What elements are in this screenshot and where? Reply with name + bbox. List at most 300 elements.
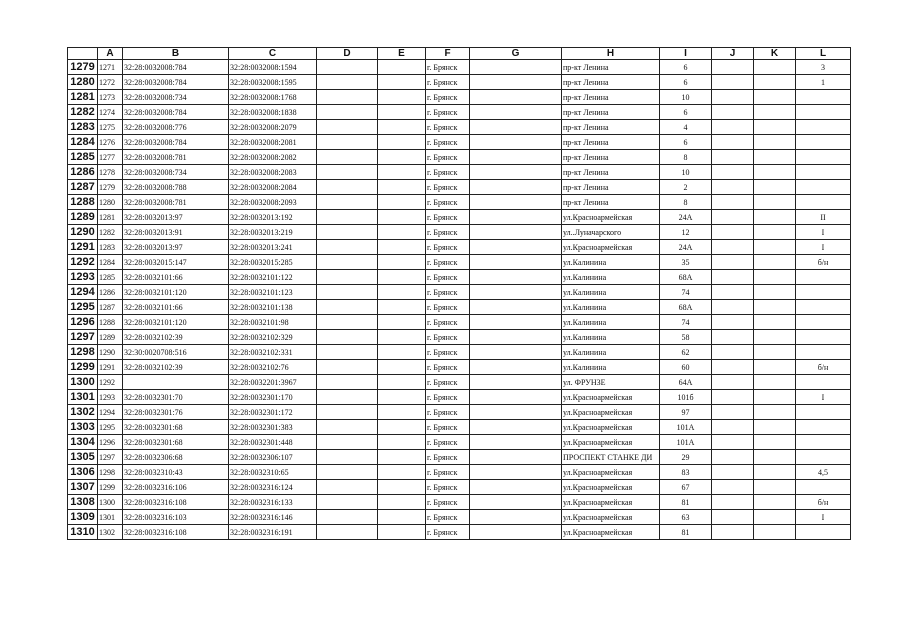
- cell-i[interactable]: 2: [660, 180, 712, 195]
- cell-e[interactable]: [378, 60, 426, 75]
- cell-b[interactable]: 32:28:0032013:91: [123, 225, 229, 240]
- cell-f[interactable]: г. Брянск: [426, 150, 470, 165]
- cell-a[interactable]: 1289: [98, 330, 123, 345]
- cell-k[interactable]: [754, 105, 796, 120]
- cell-a[interactable]: 1274: [98, 105, 123, 120]
- cell-j[interactable]: [712, 300, 754, 315]
- cell-i[interactable]: 58: [660, 330, 712, 345]
- cell-d[interactable]: [317, 60, 378, 75]
- cell-b[interactable]: 32:28:0032102:39: [123, 330, 229, 345]
- cell-j[interactable]: [712, 120, 754, 135]
- cell-e[interactable]: [378, 210, 426, 225]
- cell-d[interactable]: [317, 105, 378, 120]
- cell-f[interactable]: г. Брянск: [426, 300, 470, 315]
- cell-c[interactable]: 32:28:0032101:138: [229, 300, 317, 315]
- row-number[interactable]: 1283: [68, 120, 98, 135]
- cell-b[interactable]: 32:28:0032015:147: [123, 255, 229, 270]
- cell-i[interactable]: 24А: [660, 210, 712, 225]
- cell-d[interactable]: [317, 165, 378, 180]
- row-number[interactable]: 1292: [68, 255, 98, 270]
- cell-a[interactable]: 1295: [98, 420, 123, 435]
- column-header-g[interactable]: G: [470, 48, 562, 60]
- cell-j[interactable]: [712, 330, 754, 345]
- cell-j[interactable]: [712, 75, 754, 90]
- cell-a[interactable]: 1286: [98, 285, 123, 300]
- cell-g[interactable]: [470, 495, 562, 510]
- cell-d[interactable]: [317, 480, 378, 495]
- cell-g[interactable]: [470, 525, 562, 540]
- cell-j[interactable]: [712, 195, 754, 210]
- cell-h[interactable]: ул.Красноармейская: [562, 525, 660, 540]
- cell-j[interactable]: [712, 285, 754, 300]
- cell-e[interactable]: [378, 135, 426, 150]
- cell-d[interactable]: [317, 465, 378, 480]
- cell-k[interactable]: [754, 150, 796, 165]
- cell-j[interactable]: [712, 495, 754, 510]
- cell-h[interactable]: пр-кт Ленина: [562, 60, 660, 75]
- cell-i[interactable]: 74: [660, 315, 712, 330]
- cell-l[interactable]: [796, 285, 851, 300]
- cell-d[interactable]: [317, 285, 378, 300]
- cell-i[interactable]: 81: [660, 495, 712, 510]
- cell-a[interactable]: 1279: [98, 180, 123, 195]
- cell-h[interactable]: пр-кт Ленина: [562, 165, 660, 180]
- cell-e[interactable]: [378, 315, 426, 330]
- cell-g[interactable]: [470, 270, 562, 285]
- cell-k[interactable]: [754, 330, 796, 345]
- cell-b[interactable]: 32:28:0032008:784: [123, 135, 229, 150]
- row-number[interactable]: 1297: [68, 330, 98, 345]
- cell-i[interactable]: 6: [660, 105, 712, 120]
- cell-b[interactable]: 32:28:0032008:734: [123, 165, 229, 180]
- cell-l[interactable]: [796, 420, 851, 435]
- cell-c[interactable]: 32:28:0032102:329: [229, 330, 317, 345]
- cell-j[interactable]: [712, 135, 754, 150]
- cell-j[interactable]: [712, 420, 754, 435]
- cell-b[interactable]: 32:28:0032101:66: [123, 300, 229, 315]
- cell-j[interactable]: [712, 405, 754, 420]
- cell-l[interactable]: [796, 90, 851, 105]
- cell-f[interactable]: г. Брянск: [426, 180, 470, 195]
- cell-i[interactable]: 63: [660, 510, 712, 525]
- cell-f[interactable]: г. Брянск: [426, 435, 470, 450]
- cell-a[interactable]: 1300: [98, 495, 123, 510]
- cell-h[interactable]: пр-кт Ленина: [562, 90, 660, 105]
- cell-b[interactable]: 32:28:0032101:120: [123, 315, 229, 330]
- cell-c[interactable]: 32:28:0032008:2079: [229, 120, 317, 135]
- cell-k[interactable]: [754, 435, 796, 450]
- cell-b[interactable]: 32:28:0032013:97: [123, 240, 229, 255]
- cell-g[interactable]: [470, 465, 562, 480]
- cell-h[interactable]: ул.Красноармейская: [562, 390, 660, 405]
- cell-f[interactable]: г. Брянск: [426, 510, 470, 525]
- cell-j[interactable]: [712, 510, 754, 525]
- cell-c[interactable]: 32:28:0032008:1594: [229, 60, 317, 75]
- cell-h[interactable]: ул.Красноармейская: [562, 510, 660, 525]
- row-number[interactable]: 1279: [68, 60, 98, 75]
- cell-g[interactable]: [470, 60, 562, 75]
- cell-l[interactable]: [796, 480, 851, 495]
- cell-l[interactable]: [796, 195, 851, 210]
- cell-j[interactable]: [712, 375, 754, 390]
- cell-k[interactable]: [754, 225, 796, 240]
- cell-i[interactable]: 62: [660, 345, 712, 360]
- cell-a[interactable]: 1290: [98, 345, 123, 360]
- cell-h[interactable]: ул.Красноармейская: [562, 240, 660, 255]
- cell-d[interactable]: [317, 495, 378, 510]
- cell-l[interactable]: [796, 405, 851, 420]
- cell-k[interactable]: [754, 90, 796, 105]
- cell-h[interactable]: пр-кт Ленина: [562, 150, 660, 165]
- cell-a[interactable]: 1276: [98, 135, 123, 150]
- cell-b[interactable]: 32:28:0032301:68: [123, 435, 229, 450]
- cell-k[interactable]: [754, 255, 796, 270]
- cell-d[interactable]: [317, 315, 378, 330]
- cell-c[interactable]: 32:28:0032316:191: [229, 525, 317, 540]
- cell-c[interactable]: 32:28:0032310:65: [229, 465, 317, 480]
- cell-k[interactable]: [754, 210, 796, 225]
- cell-l[interactable]: [796, 270, 851, 285]
- column-header-a[interactable]: A: [98, 48, 123, 60]
- cell-h[interactable]: пр-кт Ленина: [562, 135, 660, 150]
- cell-d[interactable]: [317, 420, 378, 435]
- cell-l[interactable]: 3: [796, 60, 851, 75]
- cell-e[interactable]: [378, 270, 426, 285]
- column-header-l[interactable]: L: [796, 48, 851, 60]
- cell-e[interactable]: [378, 405, 426, 420]
- cell-h[interactable]: ул.Красноармейская: [562, 495, 660, 510]
- cell-h[interactable]: пр-кт Ленина: [562, 180, 660, 195]
- cell-b[interactable]: [123, 375, 229, 390]
- row-number[interactable]: 1281: [68, 90, 98, 105]
- cell-k[interactable]: [754, 300, 796, 315]
- cell-c[interactable]: 32:28:0032008:2082: [229, 150, 317, 165]
- cell-l[interactable]: I: [796, 225, 851, 240]
- cell-f[interactable]: г. Брянск: [426, 390, 470, 405]
- cell-f[interactable]: г. Брянск: [426, 225, 470, 240]
- cell-a[interactable]: 1294: [98, 405, 123, 420]
- cell-d[interactable]: [317, 75, 378, 90]
- cell-g[interactable]: [470, 135, 562, 150]
- cell-b[interactable]: 32:30:0020708:516: [123, 345, 229, 360]
- cell-j[interactable]: [712, 390, 754, 405]
- cell-l[interactable]: [796, 105, 851, 120]
- cell-a[interactable]: 1275: [98, 120, 123, 135]
- column-header-j[interactable]: J: [712, 48, 754, 60]
- cell-b[interactable]: 32:28:0032008:734: [123, 90, 229, 105]
- cell-g[interactable]: [470, 450, 562, 465]
- cell-j[interactable]: [712, 435, 754, 450]
- cell-f[interactable]: г. Брянск: [426, 420, 470, 435]
- cell-b[interactable]: 32:28:0032301:70: [123, 390, 229, 405]
- cell-f[interactable]: г. Брянск: [426, 375, 470, 390]
- row-number[interactable]: 1306: [68, 465, 98, 480]
- cell-k[interactable]: [754, 135, 796, 150]
- cell-l[interactable]: [796, 180, 851, 195]
- cell-b[interactable]: 32:28:0032008:784: [123, 75, 229, 90]
- cell-g[interactable]: [470, 150, 562, 165]
- cell-d[interactable]: [317, 450, 378, 465]
- cell-f[interactable]: г. Брянск: [426, 120, 470, 135]
- cell-d[interactable]: [317, 525, 378, 540]
- cell-j[interactable]: [712, 240, 754, 255]
- cell-d[interactable]: [317, 405, 378, 420]
- cell-d[interactable]: [317, 150, 378, 165]
- cell-i[interactable]: 6: [660, 60, 712, 75]
- cell-k[interactable]: [754, 120, 796, 135]
- cell-j[interactable]: [712, 225, 754, 240]
- cell-j[interactable]: [712, 360, 754, 375]
- cell-b[interactable]: 32:28:0032008:784: [123, 105, 229, 120]
- cell-l[interactable]: [796, 375, 851, 390]
- cell-e[interactable]: [378, 525, 426, 540]
- cell-g[interactable]: [470, 315, 562, 330]
- cell-g[interactable]: [470, 165, 562, 180]
- cell-e[interactable]: [378, 360, 426, 375]
- row-number[interactable]: 1305: [68, 450, 98, 465]
- cell-d[interactable]: [317, 240, 378, 255]
- cell-g[interactable]: [470, 345, 562, 360]
- cell-i[interactable]: 10: [660, 90, 712, 105]
- cell-e[interactable]: [378, 195, 426, 210]
- cell-g[interactable]: [470, 240, 562, 255]
- cell-a[interactable]: 1281: [98, 210, 123, 225]
- cell-k[interactable]: [754, 465, 796, 480]
- cell-c[interactable]: 32:28:0032102:331: [229, 345, 317, 360]
- cell-c[interactable]: 32:28:0032008:1595: [229, 75, 317, 90]
- cell-c[interactable]: 32:28:0032301:170: [229, 390, 317, 405]
- cell-a[interactable]: 1293: [98, 390, 123, 405]
- cell-l[interactable]: [796, 135, 851, 150]
- cell-i[interactable]: 60: [660, 360, 712, 375]
- cell-h[interactable]: ул. ФРУНЗЕ: [562, 375, 660, 390]
- cell-h[interactable]: ул.Красноармейская: [562, 480, 660, 495]
- cell-k[interactable]: [754, 270, 796, 285]
- cell-f[interactable]: г. Брянск: [426, 495, 470, 510]
- cell-h[interactable]: пр-кт Ленина: [562, 195, 660, 210]
- row-number[interactable]: 1280: [68, 75, 98, 90]
- cell-l[interactable]: [796, 300, 851, 315]
- cell-g[interactable]: [470, 75, 562, 90]
- cell-h[interactable]: пр-кт Ленина: [562, 105, 660, 120]
- cell-f[interactable]: г. Брянск: [426, 360, 470, 375]
- cell-e[interactable]: [378, 480, 426, 495]
- cell-a[interactable]: 1301: [98, 510, 123, 525]
- cell-c[interactable]: 32:28:0032008:2083: [229, 165, 317, 180]
- cell-i[interactable]: 101б: [660, 390, 712, 405]
- row-number[interactable]: 1289: [68, 210, 98, 225]
- cell-l[interactable]: [796, 435, 851, 450]
- cell-i[interactable]: 81: [660, 525, 712, 540]
- cell-d[interactable]: [317, 180, 378, 195]
- cell-b[interactable]: 32:28:0032008:781: [123, 150, 229, 165]
- cell-d[interactable]: [317, 330, 378, 345]
- cell-d[interactable]: [317, 210, 378, 225]
- cell-e[interactable]: [378, 510, 426, 525]
- row-number[interactable]: 1291: [68, 240, 98, 255]
- cell-j[interactable]: [712, 315, 754, 330]
- cell-g[interactable]: [470, 120, 562, 135]
- cell-a[interactable]: 1287: [98, 300, 123, 315]
- cell-l[interactable]: [796, 345, 851, 360]
- cell-f[interactable]: г. Брянск: [426, 255, 470, 270]
- cell-k[interactable]: [754, 60, 796, 75]
- cell-g[interactable]: [470, 435, 562, 450]
- cell-i[interactable]: 97: [660, 405, 712, 420]
- cell-d[interactable]: [317, 360, 378, 375]
- cell-j[interactable]: [712, 525, 754, 540]
- cell-i[interactable]: 10: [660, 165, 712, 180]
- cell-i[interactable]: 4: [660, 120, 712, 135]
- cell-g[interactable]: [470, 255, 562, 270]
- cell-a[interactable]: 1297: [98, 450, 123, 465]
- cell-f[interactable]: г. Брянск: [426, 285, 470, 300]
- cell-i[interactable]: 6: [660, 75, 712, 90]
- cell-e[interactable]: [378, 90, 426, 105]
- cell-e[interactable]: [378, 300, 426, 315]
- cell-c[interactable]: 32:28:0032013:192: [229, 210, 317, 225]
- corner-cell[interactable]: [68, 48, 98, 60]
- cell-g[interactable]: [470, 90, 562, 105]
- cell-i[interactable]: 29: [660, 450, 712, 465]
- row-number[interactable]: 1284: [68, 135, 98, 150]
- cell-k[interactable]: [754, 420, 796, 435]
- cell-i[interactable]: 12: [660, 225, 712, 240]
- cell-d[interactable]: [317, 510, 378, 525]
- cell-h[interactable]: ул.Калинина: [562, 300, 660, 315]
- cell-a[interactable]: 1277: [98, 150, 123, 165]
- cell-f[interactable]: г. Брянск: [426, 315, 470, 330]
- cell-g[interactable]: [470, 210, 562, 225]
- column-header-h[interactable]: H: [562, 48, 660, 60]
- column-header-e[interactable]: E: [378, 48, 426, 60]
- cell-g[interactable]: [470, 285, 562, 300]
- cell-j[interactable]: [712, 270, 754, 285]
- cell-b[interactable]: 32:28:0032101:120: [123, 285, 229, 300]
- cell-f[interactable]: г. Брянск: [426, 450, 470, 465]
- cell-g[interactable]: [470, 390, 562, 405]
- row-number[interactable]: 1293: [68, 270, 98, 285]
- cell-k[interactable]: [754, 165, 796, 180]
- cell-k[interactable]: [754, 180, 796, 195]
- cell-c[interactable]: 32:28:0032101:122: [229, 270, 317, 285]
- cell-c[interactable]: 32:28:0032316:124: [229, 480, 317, 495]
- cell-e[interactable]: [378, 345, 426, 360]
- cell-b[interactable]: 32:28:0032101:66: [123, 270, 229, 285]
- cell-b[interactable]: 32:28:0032008:776: [123, 120, 229, 135]
- cell-e[interactable]: [378, 375, 426, 390]
- cell-l[interactable]: б/н: [796, 360, 851, 375]
- cell-d[interactable]: [317, 120, 378, 135]
- cell-k[interactable]: [754, 285, 796, 300]
- cell-e[interactable]: [378, 450, 426, 465]
- cell-e[interactable]: [378, 420, 426, 435]
- cell-h[interactable]: ул.Калинина: [562, 345, 660, 360]
- cell-c[interactable]: 32:28:0032008:1768: [229, 90, 317, 105]
- row-number[interactable]: 1298: [68, 345, 98, 360]
- cell-j[interactable]: [712, 60, 754, 75]
- cell-b[interactable]: 32:28:0032013:97: [123, 210, 229, 225]
- cell-g[interactable]: [470, 225, 562, 240]
- cell-j[interactable]: [712, 345, 754, 360]
- cell-g[interactable]: [470, 105, 562, 120]
- cell-a[interactable]: 1288: [98, 315, 123, 330]
- cell-l[interactable]: I: [796, 510, 851, 525]
- row-number[interactable]: 1300: [68, 375, 98, 390]
- cell-i[interactable]: 6: [660, 135, 712, 150]
- cell-b[interactable]: 32:28:0032316:108: [123, 495, 229, 510]
- cell-j[interactable]: [712, 450, 754, 465]
- cell-c[interactable]: 32:28:0032201:3967: [229, 375, 317, 390]
- cell-c[interactable]: 32:28:0032316:146: [229, 510, 317, 525]
- cell-e[interactable]: [378, 255, 426, 270]
- cell-a[interactable]: 1273: [98, 90, 123, 105]
- cell-a[interactable]: 1272: [98, 75, 123, 90]
- cell-h[interactable]: ул.Красноармейская: [562, 435, 660, 450]
- cell-f[interactable]: г. Брянск: [426, 480, 470, 495]
- cell-k[interactable]: [754, 390, 796, 405]
- row-number[interactable]: 1309: [68, 510, 98, 525]
- cell-k[interactable]: [754, 345, 796, 360]
- cell-i[interactable]: 67: [660, 480, 712, 495]
- cell-e[interactable]: [378, 435, 426, 450]
- cell-b[interactable]: 32:28:0032102:39: [123, 360, 229, 375]
- cell-c[interactable]: 32:28:0032316:133: [229, 495, 317, 510]
- cell-a[interactable]: 1291: [98, 360, 123, 375]
- column-header-f[interactable]: F: [426, 48, 470, 60]
- cell-e[interactable]: [378, 150, 426, 165]
- cell-j[interactable]: [712, 480, 754, 495]
- column-header-d[interactable]: D: [317, 48, 378, 60]
- cell-g[interactable]: [470, 300, 562, 315]
- cell-i[interactable]: 101А: [660, 420, 712, 435]
- cell-f[interactable]: г. Брянск: [426, 105, 470, 120]
- cell-b[interactable]: 32:28:0032008:781: [123, 195, 229, 210]
- cell-k[interactable]: [754, 495, 796, 510]
- cell-c[interactable]: 32:28:0032102:76: [229, 360, 317, 375]
- row-number[interactable]: 1295: [68, 300, 98, 315]
- row-number[interactable]: 1304: [68, 435, 98, 450]
- cell-k[interactable]: [754, 360, 796, 375]
- cell-g[interactable]: [470, 480, 562, 495]
- cell-a[interactable]: 1280: [98, 195, 123, 210]
- cell-d[interactable]: [317, 375, 378, 390]
- cell-k[interactable]: [754, 195, 796, 210]
- cell-a[interactable]: 1278: [98, 165, 123, 180]
- cell-e[interactable]: [378, 105, 426, 120]
- cell-c[interactable]: 32:28:0032015:285: [229, 255, 317, 270]
- cell-h[interactable]: пр-кт Ленина: [562, 120, 660, 135]
- cell-e[interactable]: [378, 330, 426, 345]
- cell-i[interactable]: 74: [660, 285, 712, 300]
- column-header-b[interactable]: B: [123, 48, 229, 60]
- row-number[interactable]: 1308: [68, 495, 98, 510]
- cell-a[interactable]: 1296: [98, 435, 123, 450]
- cell-d[interactable]: [317, 435, 378, 450]
- cell-l[interactable]: II: [796, 210, 851, 225]
- row-number[interactable]: 1302: [68, 405, 98, 420]
- cell-h[interactable]: ул.Калинина: [562, 270, 660, 285]
- cell-e[interactable]: [378, 120, 426, 135]
- cell-b[interactable]: 32:28:0032306:68: [123, 450, 229, 465]
- cell-d[interactable]: [317, 255, 378, 270]
- cell-g[interactable]: [470, 405, 562, 420]
- cell-k[interactable]: [754, 480, 796, 495]
- column-header-i[interactable]: I: [660, 48, 712, 60]
- cell-j[interactable]: [712, 165, 754, 180]
- cell-a[interactable]: 1282: [98, 225, 123, 240]
- cell-j[interactable]: [712, 90, 754, 105]
